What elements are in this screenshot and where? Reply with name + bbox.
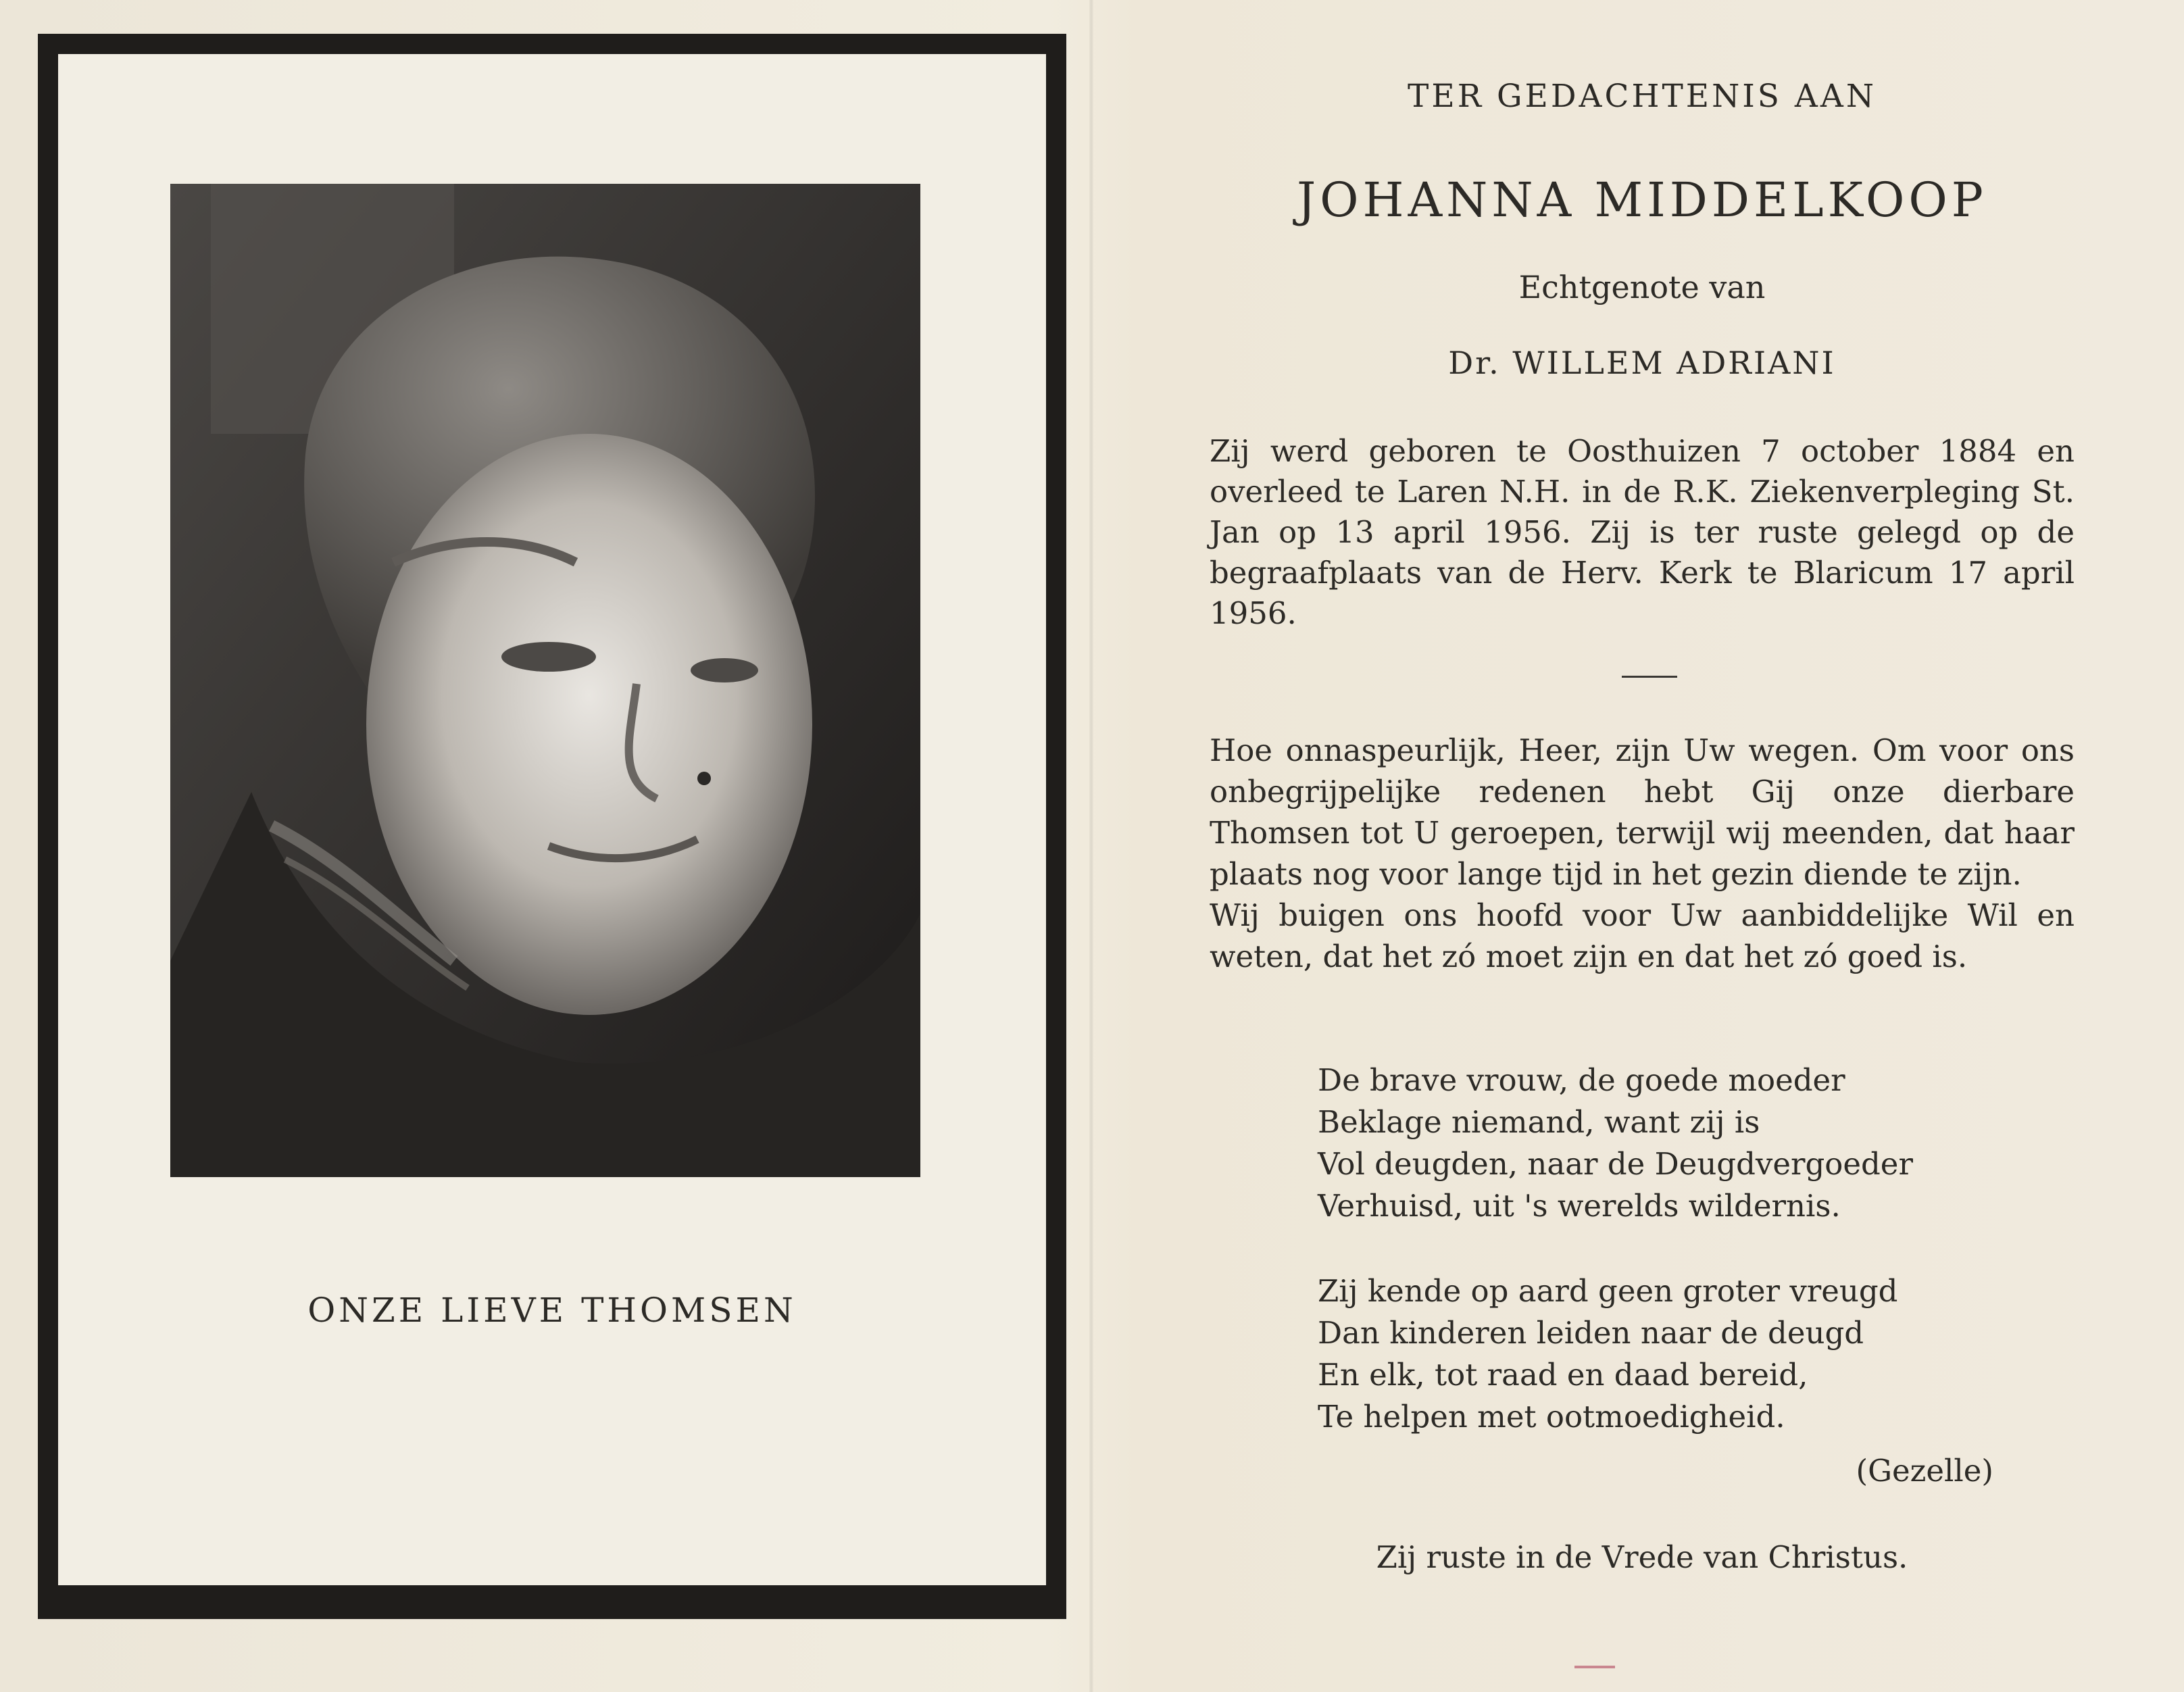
poem-stanza-1	[1318, 1060, 2061, 1227]
poem-line: Verhuisd, uit 's werelds wildernis.	[1318, 1188, 1841, 1224]
ink-mark	[1574, 1666, 1615, 1668]
spouse-name: Dr. WILLEM ADRIANI	[1448, 345, 1836, 381]
poem-line: Vol deugden, naar de Deugdvergoeder	[1318, 1146, 1913, 1182]
deceased-name: JOHANNA MIDDELKOOP	[1297, 172, 1987, 228]
poem-line: Te helpen met ootmoedigheid.	[1318, 1399, 1785, 1435]
poem-line: En elk, tot raad en daad bereid,	[1318, 1357, 1808, 1393]
memorial-heading: TER GEDACHTENIS AAN	[1408, 78, 1877, 115]
poem-author: (Gezelle)	[1856, 1453, 1993, 1489]
poem-line: De brave vrouw, de goede moeder	[1318, 1062, 1845, 1098]
poem-line: Dan kinderen leiden naar de deugd	[1318, 1315, 1864, 1351]
card-fold	[1089, 0, 1093, 1692]
portrait-photo	[170, 184, 920, 1177]
prayer-text	[1210, 730, 2075, 977]
poem-stanza-2	[1318, 1270, 2061, 1438]
poem-line: Zij kende op aard geen groter vreugd	[1318, 1273, 1898, 1309]
prayer-paragraph-1: Hoe onnaspeurlijk, Heer, zijn Uw wegen. Om voor ons onbegrijpelijke redenen hebt Gij onze dierbare Thomsen tot U geroepen, terwijl wij meenden, dat haar plaats nog voor lange tijd in het gezin diende te zijn.	[1210, 732, 2075, 892]
biography-text: Zij werd geboren te Oosthuizen 7 october 1884 en overleed te Laren N.H. in de R.K. Ziekenverpleging St. Jan op 13 april 1956. Zij is ter ruste gelegd op de begraafplaats van de Herv. Kerk te Blaricum 17 april 1956.	[1210, 433, 2075, 631]
divider	[1622, 676, 1677, 678]
spouse-label: Echtgenote van	[1518, 269, 1766, 305]
closing-line: Zij ruste in de Vrede van Christus.	[1376, 1539, 1908, 1575]
poem-line: Beklage niemand, want zij is	[1318, 1104, 1760, 1140]
prayer-paragraph-2: Wij buigen ons hoofd voor Uw aanbiddelijke Wil en weten, dat het zó moet zijn en dat het zó goed is.	[1210, 897, 2075, 974]
photo-caption: ONZE LIEVE THOMSEN	[307, 1291, 797, 1330]
